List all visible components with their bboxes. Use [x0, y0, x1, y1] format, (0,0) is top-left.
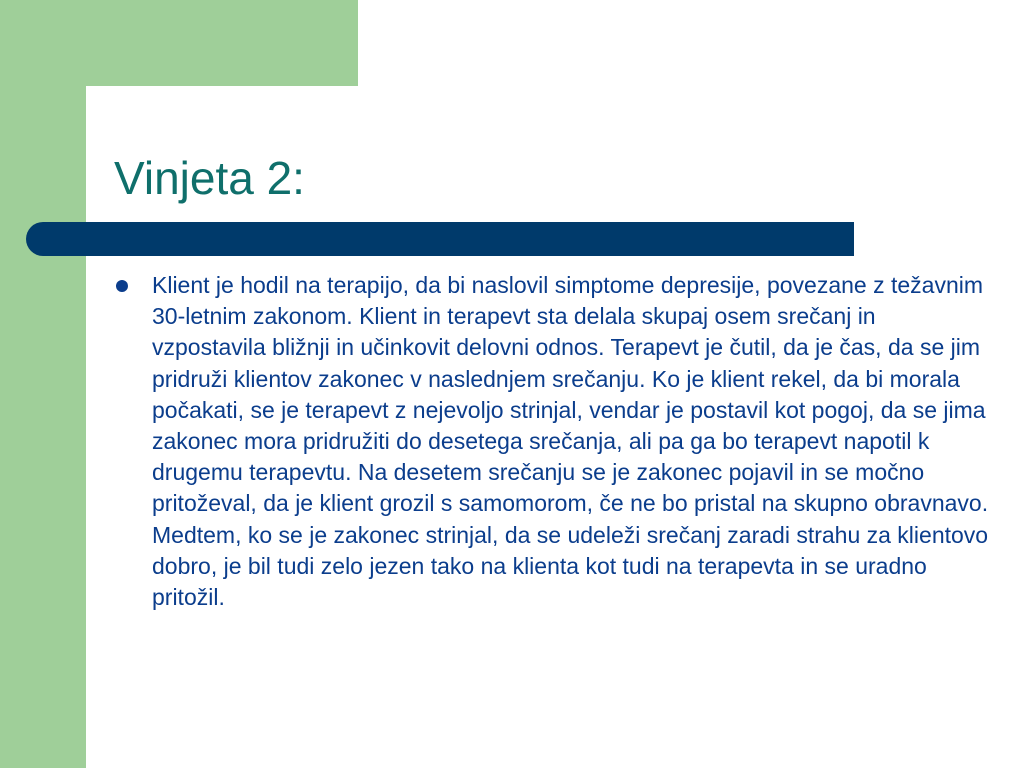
bullet-list: [114, 270, 994, 613]
bullet-item: [114, 270, 994, 613]
bullet-dot-icon: [116, 280, 128, 292]
bullet-text: Klient je hodil na terapijo, da bi naslovil simptome depresije, povezane z težavnim 30-letnim zakonom. Klient in terapevt sta delala skupaj osem srečanj in vzpostavila bližnji in učinkovit delovni odnos. Terapevt je čutil, da je čas, da se jim pridruži klientov zakonec v naslednjem srečanju. Ko je klient rekel, da bi morala počakati, se je terapevt z nejevoljo strinjal, vendar je postavil kot pogoj, da se jima zakonec mora pridružiti do desetega srečanja, ali pa ga bo terapevt napotil k drugemu terapevtu. Na desetem srečanju se je zakonec pojavil in se močno pritoževal, da je klient grozil s samomorom, če ne bo pristal na skupno obravnavo. Medtem, ko se je zakonec strinjal, da se udeleži srečanj zaradi strahu za klientovo dobro, je bil tudi zelo jezen tako na klienta kot tudi na terapevta in se uradno pritožil.: [152, 272, 989, 611]
decorative-green-band-left: [0, 0, 86, 768]
slide-title: Vinjeta 2:: [114, 152, 305, 204]
title-underline-bar: [26, 222, 854, 256]
